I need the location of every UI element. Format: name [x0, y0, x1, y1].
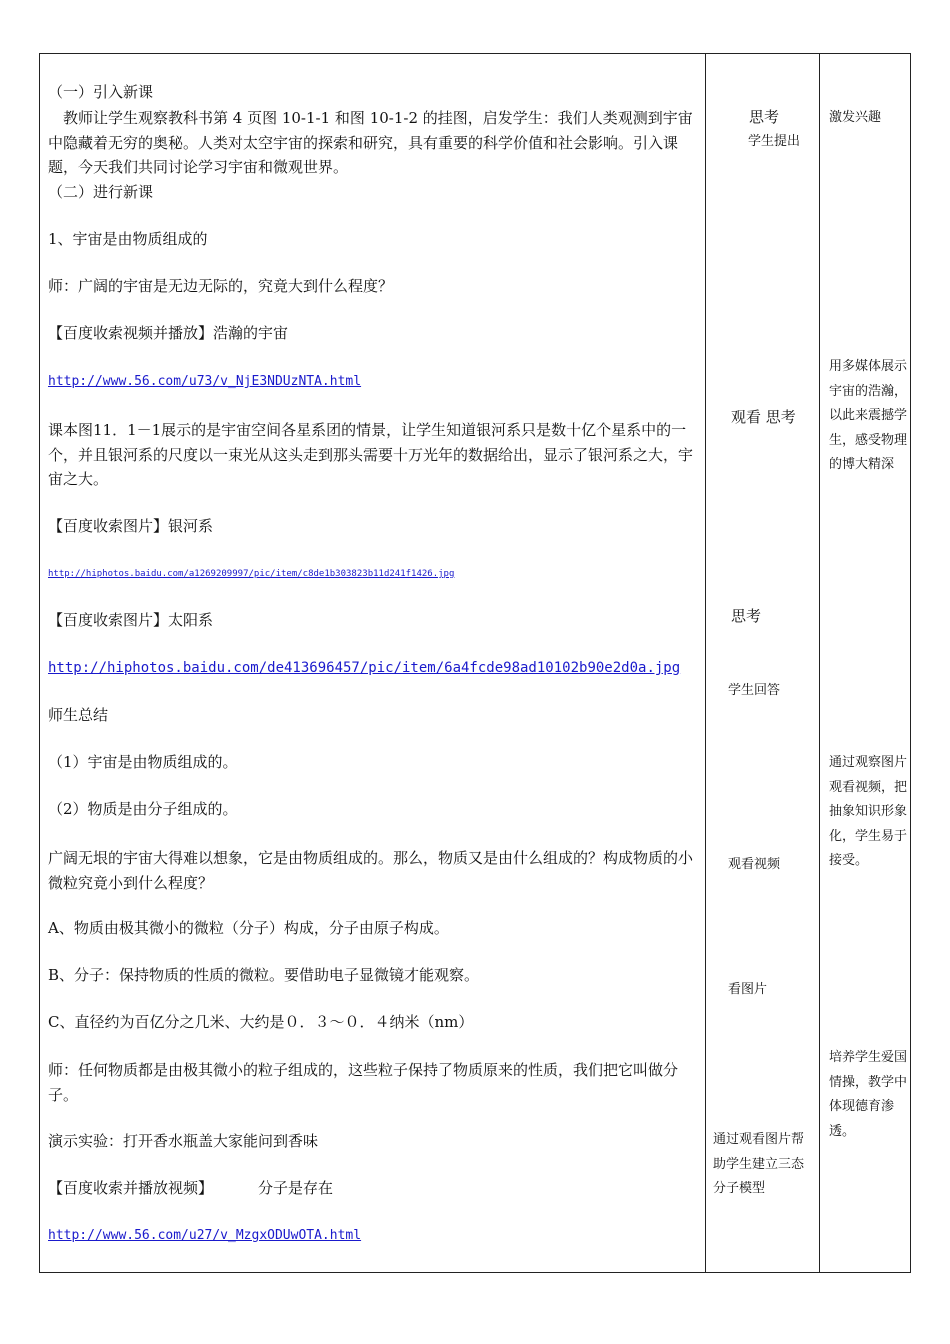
activity-watch-video: 观看视频: [728, 857, 781, 872]
column-divider-2: [819, 54, 820, 1272]
link-galaxy-image[interactable]: http://hiphotos.baidu.com/a1269209997/pic/item/c8de1b303823b11d241f1426.jpg: [48, 569, 455, 579]
point-b: B、分子：保持物质的性质的微粒。要借助电子显微镜才能观察。: [48, 966, 480, 984]
section-heading-new: （二）进行新课: [48, 183, 154, 201]
activity-students-ask: 学生提出: [748, 134, 801, 149]
activity-students-answer: 学生回答: [728, 683, 781, 698]
teacher-molecule-paragraph: 师：任何物质都是由极其微小的粒子组成的，这些粒子保持了物质原来的性质，我们把它叫做分子。: [48, 1061, 679, 1104]
activity-think-2: 思考: [731, 607, 762, 625]
demo-experiment: 演示实验：打开香水瓶盖大家能问到香味: [48, 1132, 319, 1150]
summary-heading: 师生总结: [48, 706, 109, 724]
column-divider-1: [705, 54, 706, 1272]
solar-image-label: 【百度收索图片】太阳系: [48, 611, 214, 629]
video-molecule-label: 【百度收索并播放视频】: [48, 1179, 214, 1197]
textbook-figure-paragraph: 课本图11．1－1展示的是宇宙空间各星系团的情景，让学生知道银河系只是数十亿个星系中的一个，并且银河系的尺度以一束光从这头走到那头需要十万光年的数据给出，显示了银河系之大，宇宙之大。: [48, 421, 694, 488]
summary-point-1: （1）宇宙是由物质组成的。: [48, 753, 238, 771]
video-universe-label: 【百度收索视频并播放】浩瀚的宇宙: [48, 324, 289, 342]
galaxy-image-label: 【百度收索图片】银河系: [48, 517, 214, 535]
activity-model-building: 通过观看图片帮助学生建立三态分子模型: [713, 1132, 805, 1196]
activity-view-pictures: 看图片: [728, 982, 768, 997]
section-heading-intro: （一）引入新课: [48, 83, 154, 101]
point-1: 1、宇宙是由物质组成的: [48, 230, 208, 248]
intent-multimedia: 用多媒体展示宇宙的浩瀚，以此来震撼学生，感受物理的博大精深: [829, 359, 908, 472]
summary-point-2: （2）物质是由分子组成的。: [48, 800, 238, 818]
activity-watch-think: 观看 思考: [731, 408, 796, 426]
activity-think: 思考: [749, 108, 780, 126]
link-universe-video[interactable]: http://www.56.com/u73/v_NjE3NDUzNTA.html: [48, 374, 362, 389]
teacher-question: 师：广阔的宇宙是无边无际的，究竟大到什么程度？: [48, 277, 394, 295]
intent-patriotism: 培养学生爱国情操，教学中体现德育渗透。: [829, 1050, 908, 1139]
video-molecule-title: 分子是存在: [258, 1179, 334, 1197]
link-molecule-video[interactable]: http://www.56.com/u27/v_MzgxODUwOTA.html: [48, 1228, 362, 1243]
point-c: C、直径约为百亿分之几米、大约是０．３～０．４纳米（nm）: [48, 1013, 474, 1031]
intro-paragraph: 教师让学生观察教科书第 4 页图 10-1-1 和图 10-1-2 的挂图，启发学生：我们人类观测到宇宙中隐藏着无穷的奥秘。人类对太空宇宙的探索和研究，具有重要的科学价值和社会影响。引入课题，今天我们共同讨论学习宇宙和微观世界。: [48, 109, 693, 176]
molecule-question-paragraph: 广阔无垠的宇宙大得难以想象，它是由物质组成的。那么，物质又是由什么组成的？构成物质的小微粒究竟小到什么程度？: [48, 849, 694, 892]
intent-visualize: 通过观察图片观看视频，把抽象知识形象化，学生易于接受。: [829, 755, 908, 868]
point-a: A、物质由极其微小的微粒（分子）构成，分子由原子构成。: [48, 919, 449, 937]
link-solar-image[interactable]: http://hiphotos.baidu.com/de413696457/pic/item/6a4fcde98ad10102b90e2d0a.jpg: [48, 660, 681, 676]
intent-interest: 激发兴趣: [829, 110, 882, 125]
